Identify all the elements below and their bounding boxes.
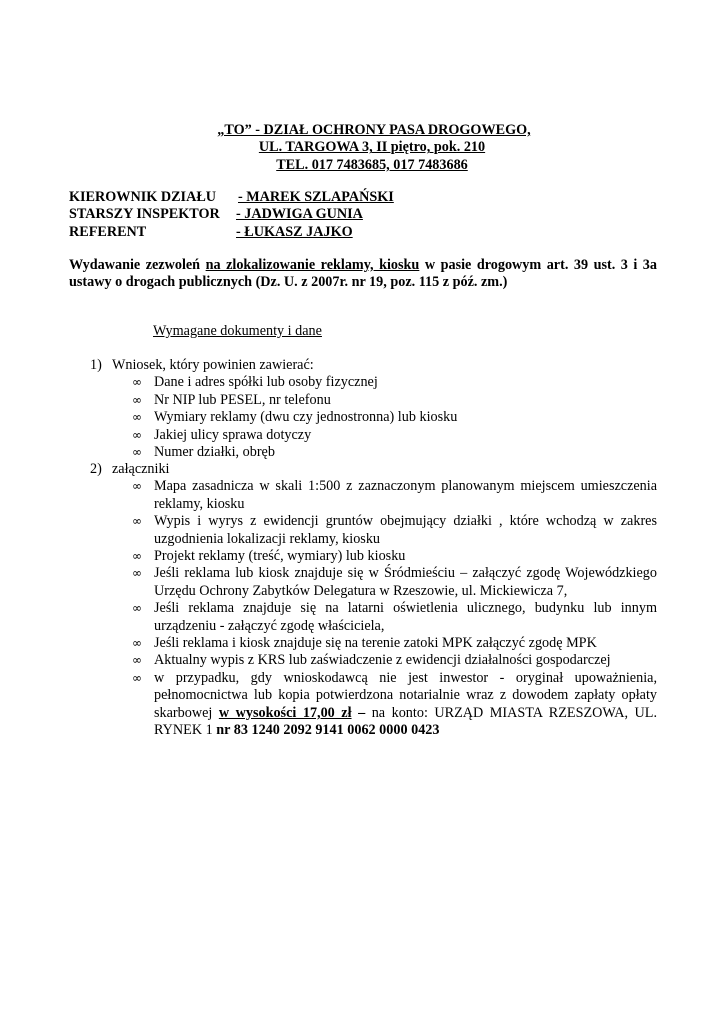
fee-amount: w wysokości 17,00 zł: [218, 704, 352, 721]
list-item: [90, 513, 657, 548]
bank-account-number: nr 83 1240 2092 9141 0062 0000 0423: [216, 722, 440, 739]
intro-underlined: na zlokalizowanie reklamy, kiosku: [205, 257, 420, 273]
list-item-text: Numer działki, obręb: [154, 444, 275, 461]
department-address: UL. TARGOWA 3, II piętro, pok. 210: [258, 139, 486, 156]
intro-prefix: Wydawanie zezwoleń: [69, 257, 206, 273]
list-item-text: Dane i adres spółki lub osoby fizycznej: [154, 374, 378, 391]
section-heading: [90, 357, 657, 374]
infinity-bullet-icon: ∞: [132, 445, 142, 460]
list-item-text: Aktualny wypis z KRS lub zaświadczenie z ewidencji działalności gospodarczej: [154, 652, 611, 669]
list-item: [90, 392, 657, 409]
department-name: „TO” - DZIAŁ OCHRONY PASA DROGOWEGO,: [217, 122, 531, 138]
infinity-bullet-icon: ∞: [132, 427, 142, 442]
infinity-bullet-icon: ∞: [132, 653, 142, 668]
intro-paragraph: [69, 257, 657, 292]
staff-row-inspector: [69, 206, 489, 223]
list-item: [90, 374, 657, 391]
list-item-text: Projekt reklamy (treść, wymiary) lub kiosku: [154, 548, 406, 565]
list-item-text: Wypis i wyrys z ewidencji gruntów obejmujący działki , które wchodzą w zakres uzgodnienia lokalizacji reklamy, kiosku: [154, 513, 657, 547]
infinity-bullet-icon: ∞: [132, 549, 142, 564]
infinity-bullet-icon: ∞: [132, 410, 142, 425]
staff-role: REFERENT: [69, 223, 147, 240]
list-item-text: Jakiej ulicy sprawa dotyczy: [154, 426, 312, 443]
staff-row-referent: [69, 224, 489, 241]
staff-role: STARSZY INSPEKTOR: [69, 206, 220, 223]
infinity-bullet-icon: ∞: [132, 601, 142, 616]
section-title: Wniosek, który powinien zawierać:: [112, 357, 314, 373]
section-heading: [90, 461, 657, 478]
list-item-text: Jeśli reklama lub kiosk znajduje się w Śródmieściu – załączyć zgodę Wojewódzkiego Urzędu Ochrony Zabytków Delegatura w Rzeszowie, ul. Mickiewicza 7,: [154, 565, 657, 599]
list-item: [90, 600, 657, 635]
intro-suffix: w pasie drogowym art. 39 ust. 3 i 3a ustawy o drogach publicznych (Dz. U. z 2007r. nr 19, poz. 115 z póź. zm.): [69, 257, 657, 291]
list-item: [90, 478, 657, 513]
list-item-text: Nr NIP lub PESEL, nr telefonu: [154, 391, 331, 408]
staff-person: - JADWIGA GUNIA: [236, 206, 363, 223]
list-item-text: Mapa zasadnicza w skali 1:500 z zaznaczonym planowanym miejscem umieszczenia reklamy, kiosku: [154, 478, 657, 512]
infinity-bullet-icon: ∞: [132, 392, 142, 407]
list-item: [90, 635, 657, 652]
infinity-bullet-icon: ∞: [132, 566, 142, 581]
list-item-text: Wymiary reklamy (dwu czy jednostronna) lub kiosku: [154, 409, 458, 426]
list-item: [90, 548, 657, 565]
department-header: [0, 122, 724, 174]
list-item: [90, 444, 657, 461]
list-item: [90, 565, 657, 600]
staff-person: - ŁUKASZ JAJKO: [236, 223, 353, 240]
infinity-bullet-icon: ∞: [132, 636, 142, 651]
application-items: [90, 374, 657, 461]
list-item: [90, 409, 657, 426]
section-number: 1): [90, 357, 102, 373]
fee-dash: –: [351, 704, 366, 721]
list-item: [90, 427, 657, 444]
staff-role: KIEROWNIK DZIAŁU: [69, 189, 217, 205]
infinity-bullet-icon: ∞: [132, 375, 142, 390]
infinity-bullet-icon: ∞: [132, 670, 142, 685]
payment-text-1: w przypadku, gdy wnioskodawcą nie jest inwestor - oryginał upoważnienia, pełnomocnictwa lub kopia potwierdzona notarialnie wraz z dowodem zapłaty opłaty skarbowej: [154, 669, 657, 721]
list-item-text: Jeśli reklama i kiosk znajduje się na terenie zatoki MPK załączyć zgodę MPK: [154, 635, 597, 652]
section-title: załączniki: [112, 461, 170, 477]
section-attachments: [90, 461, 657, 739]
infinity-bullet-icon: ∞: [132, 514, 142, 529]
attachment-items: [90, 478, 657, 739]
required-documents-title: Wymagane dokumenty i dane: [153, 323, 322, 339]
staff-list: [69, 189, 489, 241]
section-number: 2): [90, 461, 102, 477]
section-application: [90, 357, 657, 461]
list-item-payment: [90, 670, 657, 740]
staff-row-head: [69, 189, 489, 206]
staff-person: - MAREK SZLAPAŃSKI: [238, 189, 394, 205]
list-item: [90, 652, 657, 669]
list-item-text: Jeśli reklama znajduje się na latarni oświetlenia ulicznego, budynku lub innym urządzeniu - załączyć zgodę właściciela,: [154, 600, 657, 634]
department-phone: TEL. 017 7483685, 017 7483686: [276, 156, 468, 173]
payment-text-2: na konto: URZĄD MIASTA RZESZOWA, UL. RYNEK 1: [154, 704, 658, 739]
infinity-bullet-icon: ∞: [132, 479, 142, 494]
